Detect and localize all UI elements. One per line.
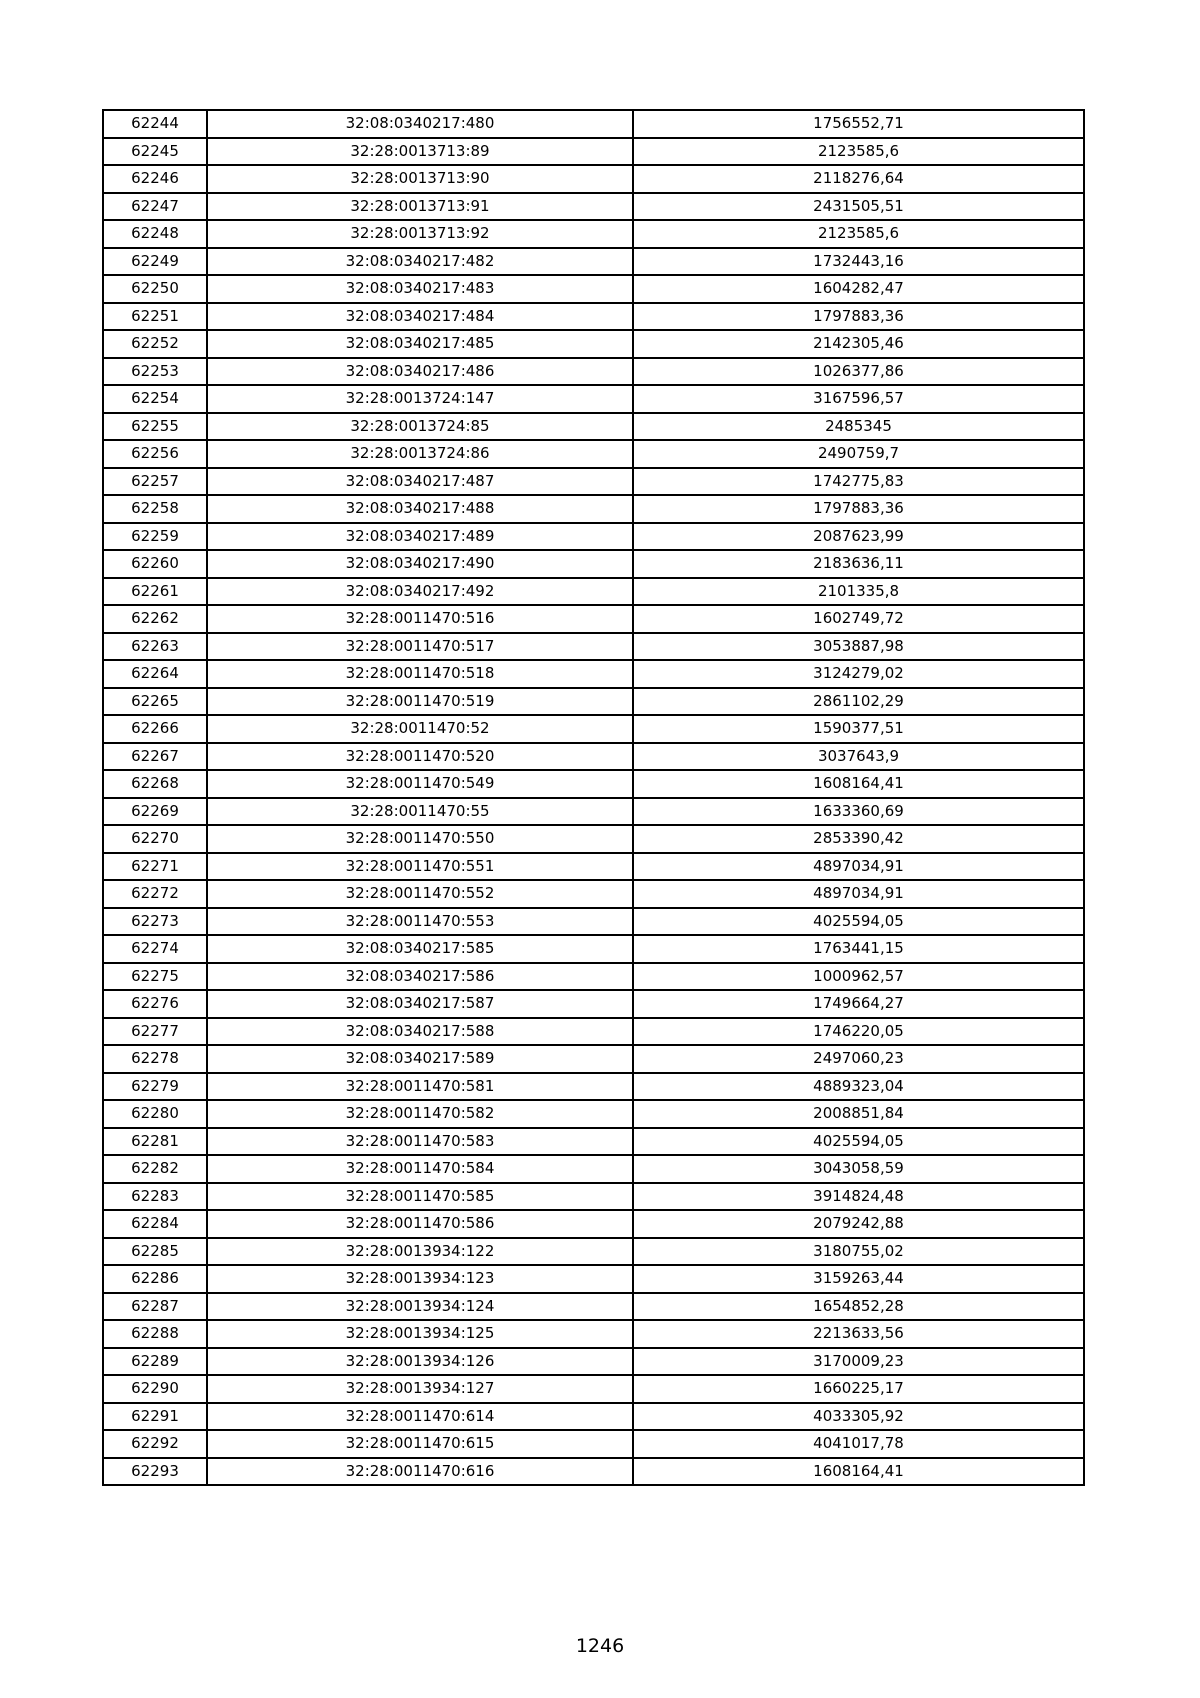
row-number-cell: 62244 bbox=[103, 110, 207, 138]
cadastral-value-cell: 3167596,57 bbox=[633, 385, 1084, 413]
cadastral-number-cell: 32:28:0013713:90 bbox=[207, 165, 633, 193]
cadastral-number-cell: 32:28:0011470:615 bbox=[207, 1430, 633, 1458]
table-row bbox=[103, 660, 1084, 688]
cadastral-value-cell: 1742775,83 bbox=[633, 468, 1084, 496]
cadastral-value-cell: 2490759,7 bbox=[633, 440, 1084, 468]
table-row bbox=[103, 303, 1084, 331]
row-number-cell: 62288 bbox=[103, 1320, 207, 1348]
cadastral-value-cell: 1026377,86 bbox=[633, 358, 1084, 386]
table-row bbox=[103, 578, 1084, 606]
cadastral-value-cell: 2123585,6 bbox=[633, 220, 1084, 248]
row-number-cell: 62284 bbox=[103, 1210, 207, 1238]
cadastral-number-cell: 32:08:0340217:589 bbox=[207, 1045, 633, 1073]
row-number-cell: 62271 bbox=[103, 853, 207, 881]
cadastral-number-cell: 32:28:0011470:551 bbox=[207, 853, 633, 881]
row-number-cell: 62260 bbox=[103, 550, 207, 578]
row-number-cell: 62282 bbox=[103, 1155, 207, 1183]
cadastral-value-cell: 4025594,05 bbox=[633, 1128, 1084, 1156]
row-number-cell: 62281 bbox=[103, 1128, 207, 1156]
cadastral-number-cell: 32:08:0340217:490 bbox=[207, 550, 633, 578]
cadastral-value-cell: 1763441,15 bbox=[633, 935, 1084, 963]
cadastral-value-cell: 1746220,05 bbox=[633, 1018, 1084, 1046]
table-row bbox=[103, 935, 1084, 963]
cadastral-number-cell: 32:28:0013724:147 bbox=[207, 385, 633, 413]
cadastral-number-cell: 32:28:0013934:124 bbox=[207, 1293, 633, 1321]
cadastral-value-cell: 1660225,17 bbox=[633, 1375, 1084, 1403]
table-row bbox=[103, 1100, 1084, 1128]
cadastral-value-cell: 1654852,28 bbox=[633, 1293, 1084, 1321]
cadastral-value-cell: 1604282,47 bbox=[633, 275, 1084, 303]
cadastral-number-cell: 32:28:0011470:614 bbox=[207, 1403, 633, 1431]
table-row bbox=[103, 605, 1084, 633]
table-row bbox=[103, 770, 1084, 798]
table-row bbox=[103, 110, 1084, 138]
row-number-cell: 62247 bbox=[103, 193, 207, 221]
cadastral-number-cell: 32:28:0011470:552 bbox=[207, 880, 633, 908]
table-row bbox=[103, 963, 1084, 991]
cadastral-number-cell: 32:28:0013934:125 bbox=[207, 1320, 633, 1348]
cadastral-number-cell: 32:28:0011470:549 bbox=[207, 770, 633, 798]
cadastral-value-cell: 1608164,41 bbox=[633, 1458, 1084, 1486]
cadastral-value-cell: 1602749,72 bbox=[633, 605, 1084, 633]
table-row bbox=[103, 1403, 1084, 1431]
cadastral-number-cell: 32:28:0013724:85 bbox=[207, 413, 633, 441]
cadastral-value-cell: 4889323,04 bbox=[633, 1073, 1084, 1101]
cadastral-number-cell: 32:28:0011470:516 bbox=[207, 605, 633, 633]
row-number-cell: 62276 bbox=[103, 990, 207, 1018]
cadastral-value-cell: 3914824,48 bbox=[633, 1183, 1084, 1211]
table-row bbox=[103, 1430, 1084, 1458]
table-row bbox=[103, 413, 1084, 441]
table-row bbox=[103, 523, 1084, 551]
table-row bbox=[103, 1293, 1084, 1321]
cadastral-value-cell: 1000962,57 bbox=[633, 963, 1084, 991]
row-number-cell: 62268 bbox=[103, 770, 207, 798]
table-row bbox=[103, 1375, 1084, 1403]
cadastral-number-cell: 32:28:0011470:585 bbox=[207, 1183, 633, 1211]
table-body bbox=[103, 110, 1084, 1485]
row-number-cell: 62261 bbox=[103, 578, 207, 606]
table-row bbox=[103, 825, 1084, 853]
cadastral-number-cell: 32:08:0340217:486 bbox=[207, 358, 633, 386]
table-row bbox=[103, 468, 1084, 496]
cadastral-value-cell: 2183636,11 bbox=[633, 550, 1084, 578]
row-number-cell: 62254 bbox=[103, 385, 207, 413]
cadastral-value-table bbox=[102, 109, 1085, 1486]
table-row bbox=[103, 275, 1084, 303]
cadastral-number-cell: 32:28:0011470:519 bbox=[207, 688, 633, 716]
cadastral-value-cell: 3037643,9 bbox=[633, 743, 1084, 771]
cadastral-number-cell: 32:08:0340217:480 bbox=[207, 110, 633, 138]
row-number-cell: 62264 bbox=[103, 660, 207, 688]
row-number-cell: 62279 bbox=[103, 1073, 207, 1101]
table-row bbox=[103, 1155, 1084, 1183]
cadastral-number-cell: 32:28:0013713:92 bbox=[207, 220, 633, 248]
cadastral-value-cell: 3159263,44 bbox=[633, 1265, 1084, 1293]
table-row bbox=[103, 1458, 1084, 1486]
cadastral-value-cell: 1732443,16 bbox=[633, 248, 1084, 276]
cadastral-value-cell: 2861102,29 bbox=[633, 688, 1084, 716]
table-row bbox=[103, 880, 1084, 908]
row-number-cell: 62274 bbox=[103, 935, 207, 963]
cadastral-value-cell: 2118276,64 bbox=[633, 165, 1084, 193]
table-row bbox=[103, 908, 1084, 936]
row-number-cell: 62273 bbox=[103, 908, 207, 936]
cadastral-value-cell: 1590377,51 bbox=[633, 715, 1084, 743]
row-number-cell: 62270 bbox=[103, 825, 207, 853]
cadastral-number-cell: 32:28:0011470:55 bbox=[207, 798, 633, 826]
row-number-cell: 62287 bbox=[103, 1293, 207, 1321]
cadastral-number-cell: 32:28:0011470:520 bbox=[207, 743, 633, 771]
row-number-cell: 62250 bbox=[103, 275, 207, 303]
cadastral-number-cell: 32:08:0340217:483 bbox=[207, 275, 633, 303]
row-number-cell: 62253 bbox=[103, 358, 207, 386]
cadastral-value-cell: 4041017,78 bbox=[633, 1430, 1084, 1458]
cadastral-number-cell: 32:28:0011470:553 bbox=[207, 908, 633, 936]
table-row bbox=[103, 1238, 1084, 1266]
cadastral-value-cell: 1797883,36 bbox=[633, 303, 1084, 331]
cadastral-number-cell: 32:28:0011470:550 bbox=[207, 825, 633, 853]
cadastral-number-cell: 32:28:0011470:517 bbox=[207, 633, 633, 661]
cadastral-number-cell: 32:28:0011470:581 bbox=[207, 1073, 633, 1101]
table-row bbox=[103, 1018, 1084, 1046]
table-row bbox=[103, 1183, 1084, 1211]
row-number-cell: 62252 bbox=[103, 330, 207, 358]
row-number-cell: 62292 bbox=[103, 1430, 207, 1458]
row-number-cell: 62278 bbox=[103, 1045, 207, 1073]
table-row bbox=[103, 1265, 1084, 1293]
cadastral-number-cell: 32:08:0340217:487 bbox=[207, 468, 633, 496]
row-number-cell: 62272 bbox=[103, 880, 207, 908]
cadastral-number-cell: 32:28:0011470:52 bbox=[207, 715, 633, 743]
table-row bbox=[103, 1210, 1084, 1238]
table-row bbox=[103, 743, 1084, 771]
cadastral-value-cell: 3053887,98 bbox=[633, 633, 1084, 661]
cadastral-number-cell: 32:28:0013934:126 bbox=[207, 1348, 633, 1376]
table-row bbox=[103, 495, 1084, 523]
row-number-cell: 62251 bbox=[103, 303, 207, 331]
cadastral-number-cell: 32:28:0011470:584 bbox=[207, 1155, 633, 1183]
table-row bbox=[103, 330, 1084, 358]
table-row bbox=[103, 193, 1084, 221]
row-number-cell: 62257 bbox=[103, 468, 207, 496]
table-row bbox=[103, 798, 1084, 826]
row-number-cell: 62245 bbox=[103, 138, 207, 166]
row-number-cell: 62256 bbox=[103, 440, 207, 468]
cadastral-value-cell: 3170009,23 bbox=[633, 1348, 1084, 1376]
row-number-cell: 62265 bbox=[103, 688, 207, 716]
row-number-cell: 62277 bbox=[103, 1018, 207, 1046]
row-number-cell: 62262 bbox=[103, 605, 207, 633]
cadastral-value-cell: 1749664,27 bbox=[633, 990, 1084, 1018]
cadastral-value-cell: 3124279,02 bbox=[633, 660, 1084, 688]
table-row bbox=[103, 1320, 1084, 1348]
cadastral-value-cell: 1633360,69 bbox=[633, 798, 1084, 826]
cadastral-value-cell: 2087623,99 bbox=[633, 523, 1084, 551]
row-number-cell: 62267 bbox=[103, 743, 207, 771]
table-row bbox=[103, 385, 1084, 413]
cadastral-number-cell: 32:28:0013713:89 bbox=[207, 138, 633, 166]
cadastral-value-cell: 2008851,84 bbox=[633, 1100, 1084, 1128]
cadastral-number-cell: 32:28:0011470:582 bbox=[207, 1100, 633, 1128]
table-row bbox=[103, 688, 1084, 716]
table-row bbox=[103, 358, 1084, 386]
table-row bbox=[103, 550, 1084, 578]
row-number-cell: 62291 bbox=[103, 1403, 207, 1431]
table-row bbox=[103, 138, 1084, 166]
cadastral-value-cell: 1608164,41 bbox=[633, 770, 1084, 798]
cadastral-value-cell: 2431505,51 bbox=[633, 193, 1084, 221]
cadastral-number-cell: 32:28:0013724:86 bbox=[207, 440, 633, 468]
cadastral-value-cell: 2497060,23 bbox=[633, 1045, 1084, 1073]
row-number-cell: 62269 bbox=[103, 798, 207, 826]
table-row bbox=[103, 853, 1084, 881]
row-number-cell: 62293 bbox=[103, 1458, 207, 1486]
cadastral-number-cell: 32:28:0013713:91 bbox=[207, 193, 633, 221]
row-number-cell: 62280 bbox=[103, 1100, 207, 1128]
row-number-cell: 62255 bbox=[103, 413, 207, 441]
cadastral-number-cell: 32:28:0013934:123 bbox=[207, 1265, 633, 1293]
row-number-cell: 62266 bbox=[103, 715, 207, 743]
row-number-cell: 62259 bbox=[103, 523, 207, 551]
cadastral-value-cell: 2123585,6 bbox=[633, 138, 1084, 166]
cadastral-number-cell: 32:08:0340217:482 bbox=[207, 248, 633, 276]
table-row bbox=[103, 1348, 1084, 1376]
cadastral-number-cell: 32:08:0340217:484 bbox=[207, 303, 633, 331]
cadastral-value-cell: 2485345 bbox=[633, 413, 1084, 441]
table-row bbox=[103, 1045, 1084, 1073]
cadastral-number-cell: 32:28:0011470:583 bbox=[207, 1128, 633, 1156]
cadastral-value-cell: 4897034,91 bbox=[633, 880, 1084, 908]
cadastral-number-cell: 32:28:0013934:127 bbox=[207, 1375, 633, 1403]
cadastral-number-cell: 32:08:0340217:488 bbox=[207, 495, 633, 523]
table-row bbox=[103, 165, 1084, 193]
cadastral-number-cell: 32:08:0340217:485 bbox=[207, 330, 633, 358]
table-row bbox=[103, 633, 1084, 661]
cadastral-value-cell: 4025594,05 bbox=[633, 908, 1084, 936]
table-row bbox=[103, 990, 1084, 1018]
row-number-cell: 62248 bbox=[103, 220, 207, 248]
table-row bbox=[103, 440, 1084, 468]
row-number-cell: 62290 bbox=[103, 1375, 207, 1403]
table-row bbox=[103, 1073, 1084, 1101]
cadastral-value-cell: 1756552,71 bbox=[633, 110, 1084, 138]
table-row bbox=[103, 1128, 1084, 1156]
cadastral-number-cell: 32:28:0011470:616 bbox=[207, 1458, 633, 1486]
row-number-cell: 62275 bbox=[103, 963, 207, 991]
cadastral-number-cell: 32:28:0013934:122 bbox=[207, 1238, 633, 1266]
row-number-cell: 62263 bbox=[103, 633, 207, 661]
row-number-cell: 62246 bbox=[103, 165, 207, 193]
table-row bbox=[103, 220, 1084, 248]
cadastral-number-cell: 32:08:0340217:588 bbox=[207, 1018, 633, 1046]
row-number-cell: 62289 bbox=[103, 1348, 207, 1376]
cadastral-number-cell: 32:28:0011470:586 bbox=[207, 1210, 633, 1238]
row-number-cell: 62285 bbox=[103, 1238, 207, 1266]
cadastral-value-cell: 2142305,46 bbox=[633, 330, 1084, 358]
cadastral-value-cell: 2101335,8 bbox=[633, 578, 1084, 606]
cadastral-value-cell: 3180755,02 bbox=[633, 1238, 1084, 1266]
cadastral-value-cell: 2213633,56 bbox=[633, 1320, 1084, 1348]
page-number: 1246 bbox=[575, 1635, 625, 1657]
table-row bbox=[103, 248, 1084, 276]
cadastral-number-cell: 32:08:0340217:587 bbox=[207, 990, 633, 1018]
cadastral-value-cell: 1797883,36 bbox=[633, 495, 1084, 523]
cadastral-value-cell: 4033305,92 bbox=[633, 1403, 1084, 1431]
cadastral-number-cell: 32:28:0011470:518 bbox=[207, 660, 633, 688]
cadastral-value-cell: 2853390,42 bbox=[633, 825, 1084, 853]
cadastral-number-cell: 32:08:0340217:585 bbox=[207, 935, 633, 963]
cadastral-number-cell: 32:08:0340217:586 bbox=[207, 963, 633, 991]
row-number-cell: 62249 bbox=[103, 248, 207, 276]
row-number-cell: 62258 bbox=[103, 495, 207, 523]
row-number-cell: 62286 bbox=[103, 1265, 207, 1293]
cadastral-number-cell: 32:08:0340217:489 bbox=[207, 523, 633, 551]
row-number-cell: 62283 bbox=[103, 1183, 207, 1211]
table-row bbox=[103, 715, 1084, 743]
cadastral-value-cell: 2079242,88 bbox=[633, 1210, 1084, 1238]
cadastral-value-cell: 4897034,91 bbox=[633, 853, 1084, 881]
cadastral-number-cell: 32:08:0340217:492 bbox=[207, 578, 633, 606]
cadastral-value-cell: 3043058,59 bbox=[633, 1155, 1084, 1183]
